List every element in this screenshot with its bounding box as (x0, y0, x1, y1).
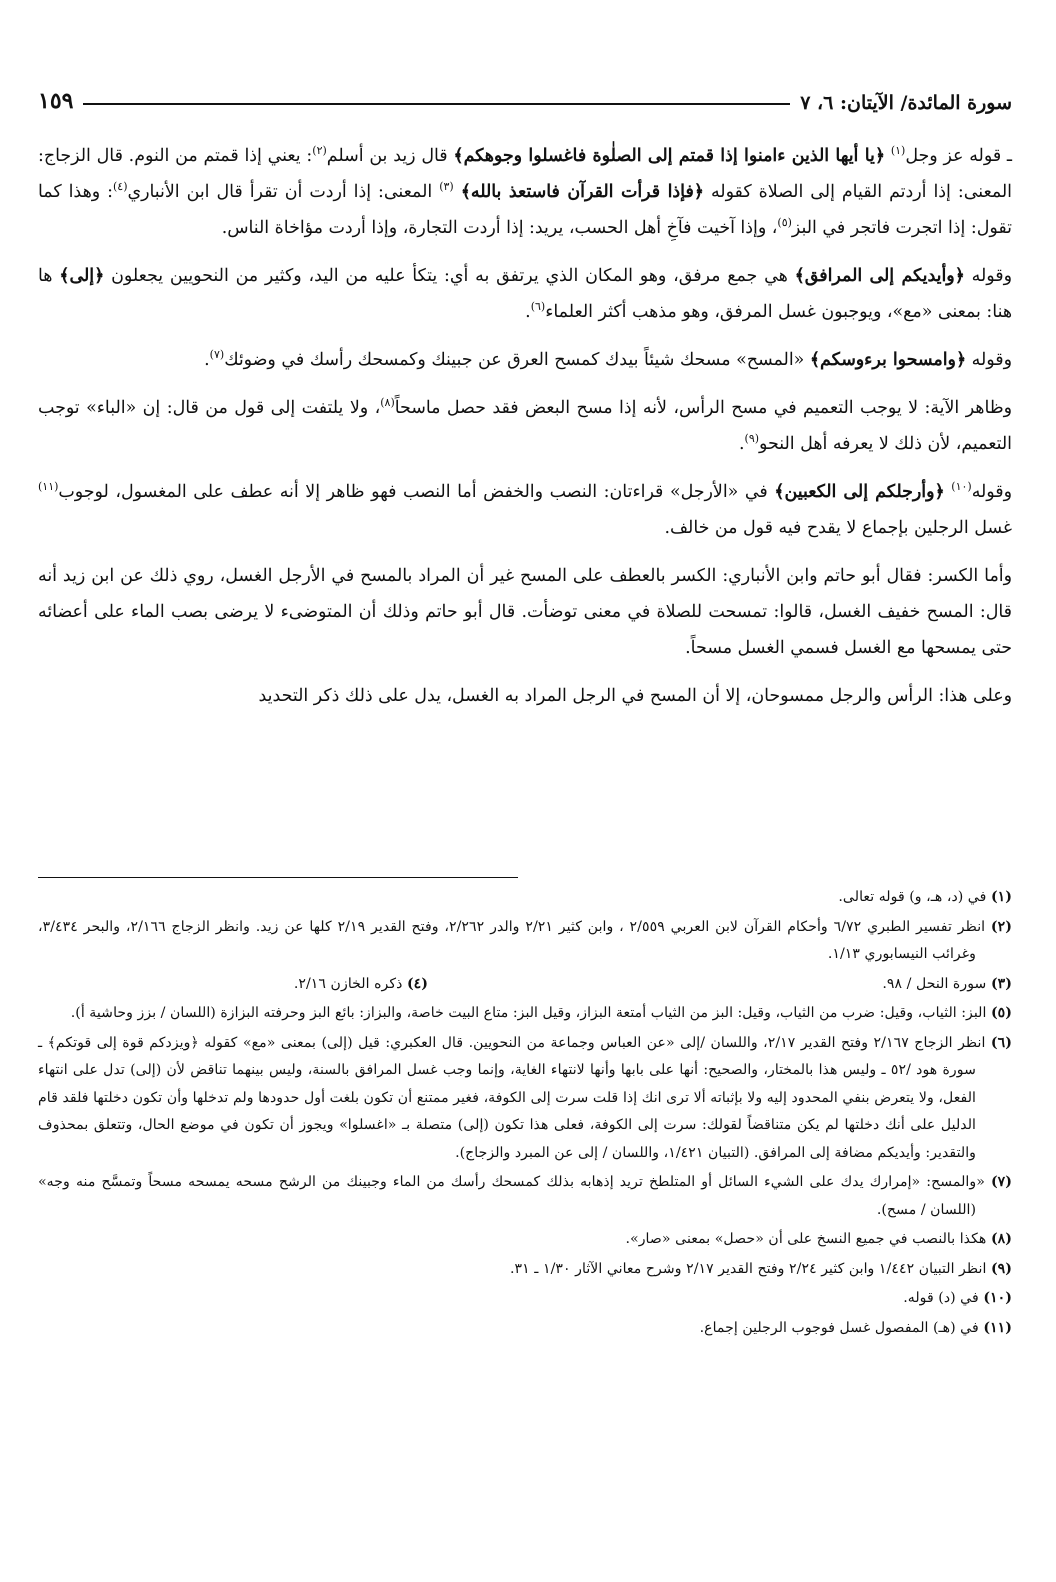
footnote: (١٠) في (د) قوله. (903, 1290, 1012, 1306)
footnote-ref[interactable]: (٩) (744, 432, 760, 446)
footnote-ref[interactable]: (١) (890, 144, 906, 158)
footnote: (١١) في (هـ) المفصول غسل فوجوب الرجلين إجماع. (699, 1319, 1012, 1336)
footnote: (١) في (د، هـ، و) قوله تعالى. (838, 889, 1012, 905)
paragraph: ـ قوله عز وجل$^{(١)}$ ﴿يا أيها الذين ءامنوا إذا قمتم إلى الصلٰوة فاغسلوا وجوهكم﴾ قال زيد بن أسلم$^{(٢)}$: يعني إذا قمتم من النوم. قال الزجاج: المعنى: إذا أردتم القيام إلى الصلاة كقوله ﴿فإذا قرأت القرآن فاستعذ بالله﴾ $^{(٣)}$ المعنى: إذا أردت أن تقرأ قال ابن الأنباري$^{(٤)}$: وهذا كما تقول: إذا اتجرت فاتجر في البز$^{(٥)}$، وإذا آخيت فآخِ أهل الحسب، يريد: إذا أردت التجارة، وإذا أردت مؤاخاة الناس. (38, 144, 1013, 238)
paragraph: وعلى هذا: الرأس والرجل ممسوحان، إلا أن المسح في الرجل المراد به الغسل، يدل على ذلك ذكر التحديد (258, 686, 1012, 706)
footnote-ref[interactable]: (٢) (312, 144, 327, 158)
footnote: (٤) ذكره الخازن ٢/١٦. (293, 975, 428, 992)
footnote: (٣) سورة النحل / ٩٨. (882, 975, 1012, 992)
quran-quote: ﴿وامسحوا برءوسكم﴾ (809, 350, 967, 370)
footnote-ref[interactable]: (٨) (380, 396, 395, 410)
footnotes (38, 884, 1012, 1344)
paragraph: وأما الكسر: فقال أبو حاتم وابن الأنباري: الكسر بالعطف على المسح غير أن المراد بالمسح في الأرجل الغسل، روي ذلك عن ابن زيد أنه قال: المسح خفيف الغسل، قالوا: تمسحت للصلاة في معنى توضأت. قال أبو حاتم وذلك أن المتوضىء لا يرضى بصب الماء على أعضائه حتى يمسحها مع الغسل فسمي الغسل مسحاً. (38, 566, 1012, 658)
footnote-divider (38, 877, 518, 878)
footnote: (٥) البز: الثياب، وقيل: ضرب من الثياب، وقيل: البز من الثياب أمتعة البزاز، وقيل البز: متاع البيت خاصة، والبزاز: بائع البز وحرفته البزازة (اللسان / بزز وحاشية أ). (70, 1005, 1012, 1021)
quran-quote: ﴿وأيديكم إلى المرافق﴾ (794, 266, 965, 286)
footnote-ref[interactable]: (٦) (530, 300, 546, 314)
footnote-row (38, 971, 1012, 1001)
footnote-ref[interactable]: (٥) (777, 216, 792, 230)
footnote: (٩) انظر التبيان ١/٤٤٢ وابن كثير ٢/٢٤ وفتح القدير ٢/١٧ وشرح معاني الآثار ١/٣٠ ـ ٣١. (510, 1260, 1012, 1277)
quran-quote: ﴿فإذا قرأت القرآن فاستعذ بالله﴾ (460, 182, 704, 202)
surah-title: سورة المائدة/ الآيتان: ٦، ٧ (800, 92, 1012, 114)
page-number: ١٥٩ (38, 88, 74, 114)
page-header (38, 74, 1012, 114)
footnote: (٨) هكذا بالنصب في جميع النسخ على أن «حصل» بمعنى «صار». (625, 1231, 1012, 1247)
footnote-ref[interactable]: (١٠) (951, 480, 972, 494)
footnote: (٢) انظر تفسير الطبري ٦/٧٢ وأحكام القرآن لابن العربي ٢/٥٥٩ ، وابن كثير ٢/٢١ والدر ٢/٢٦٢، وفتح القدير ٢/١٩ كلها عن زيد. وانظر الزجاج ٢/١٦٦، والبحر ٣/٤٣٤، وغرائب النيسابوري ١/١٣. (38, 918, 1012, 962)
paragraph: وقوله ﴿وأيديكم إلى المرافق﴾ هي جمع مرفق، وهو المكان الذي يرتفق به أي: يتكأ عليه من اليد، وكثير من النحويين يجعلون ﴿إلى﴾ ها هنا: بمعنى «مع»، ويوجبون غسل المرفق، وهو مذهب أكثر العلماء$^{(٦)}$. (38, 266, 1012, 322)
footnote-ref[interactable]: (٤) (112, 180, 128, 194)
quran-quote: ﴿إلى﴾ (59, 266, 105, 286)
paragraph: وقوله ﴿وامسحوا برءوسكم﴾ «المسح» مسحك شيئاً بيدك كمسح العرق عن جبينك وكمسحك رأسك في وضوئك$^{(٧)}$. (204, 348, 1012, 370)
footnote-ref[interactable]: (١١) (38, 480, 59, 494)
header-rule (83, 103, 790, 105)
paragraph: وقوله$^{(١٠)}$ ﴿وأرجلكم إلى الكعبين﴾ في «الأرجل» قراءتان: النصب والخفض أما النصب فهو ظاهر إلا أنه عطف على المغسول، لوجوب$^{(١١)}$ غسل الرجلين بإجماع لا يقدح فيه قول من خالف. (38, 480, 1013, 538)
paragraph: وظاهر الآية: لا يوجب التعميم في مسح الرأس، لأنه إذا مسح البعض فقد حصل ماسحاً$^{(٨)}$، ولا يلتفت إلى قول من قال: إن «الباء» توجب التعميم، لأن ذلك لا يعرفه أهل النحو$^{(٩)}$. (38, 396, 1012, 454)
quran-quote: ﴿يا أيها الذين ءامنوا إذا قمتم إلى الصلٰوة فاغسلوا وجوهكم﴾ (453, 146, 886, 166)
footnote: (٦) انظر الزجاج ٢/١٦٧ وفتح القدير ٢/١٧، واللسان /إلى «عن العباس وجماعة من النحويين. قال العكبري: قيل (إلى) بمعنى «مع» كقوله ﴿ويزدكم قوة إلى قوتكم﴾ ـ سورة هود /٥٢ ـ وليس هذا بالمختار، والصحيح: أنها على بابها وأنها لانتهاء الغاية، وإنما وجب غسل المرافق بالسنة، وليس بينهما تناقض لأن (إلى) تدل على انتهاء الفعل، ولا يتعرض بنفي المحدود إليه ولا بإثباته ألا ترى انك إذا قلت سرت إلى الكوفة، فغير ممتنع أن تكون بلغت أول حدودها ولم تدخلها وأن تكون دخلتها فلقد قام الدليل على أنك دخلتها لم يكن متناقضاً لقولك: سرت إلى الكوفة، فعلى هذا تكون (إلى) متصلة بـ «اغسلوا» ويجوز أن تكون في موضع الحال، وتتعلق بمحذوف والتقدير: وأيديكم مضافة إلى المرافق. (التبيان ١/٤٢١، واللسان / إلى عن المبرد والزجاج). (38, 1034, 1012, 1161)
main-text (38, 138, 1012, 726)
quran-quote: ﴿وأرجلكم إلى الكعبين﴾ (774, 482, 945, 502)
footnote-ref[interactable]: (٧) (209, 348, 225, 362)
footnote-ref[interactable]: (٣) (439, 180, 454, 194)
footnote: (٧) «والمسح: «إمرارك يدك على الشيء السائل أو المتلطخ تريد إذهابه بذلك كمسحك رأسك من الماء وجبينك من الرشح مسحه يمسحه مسحاً وتمسَّح منه وجه» (اللسان / مسح). (38, 1174, 1013, 1218)
